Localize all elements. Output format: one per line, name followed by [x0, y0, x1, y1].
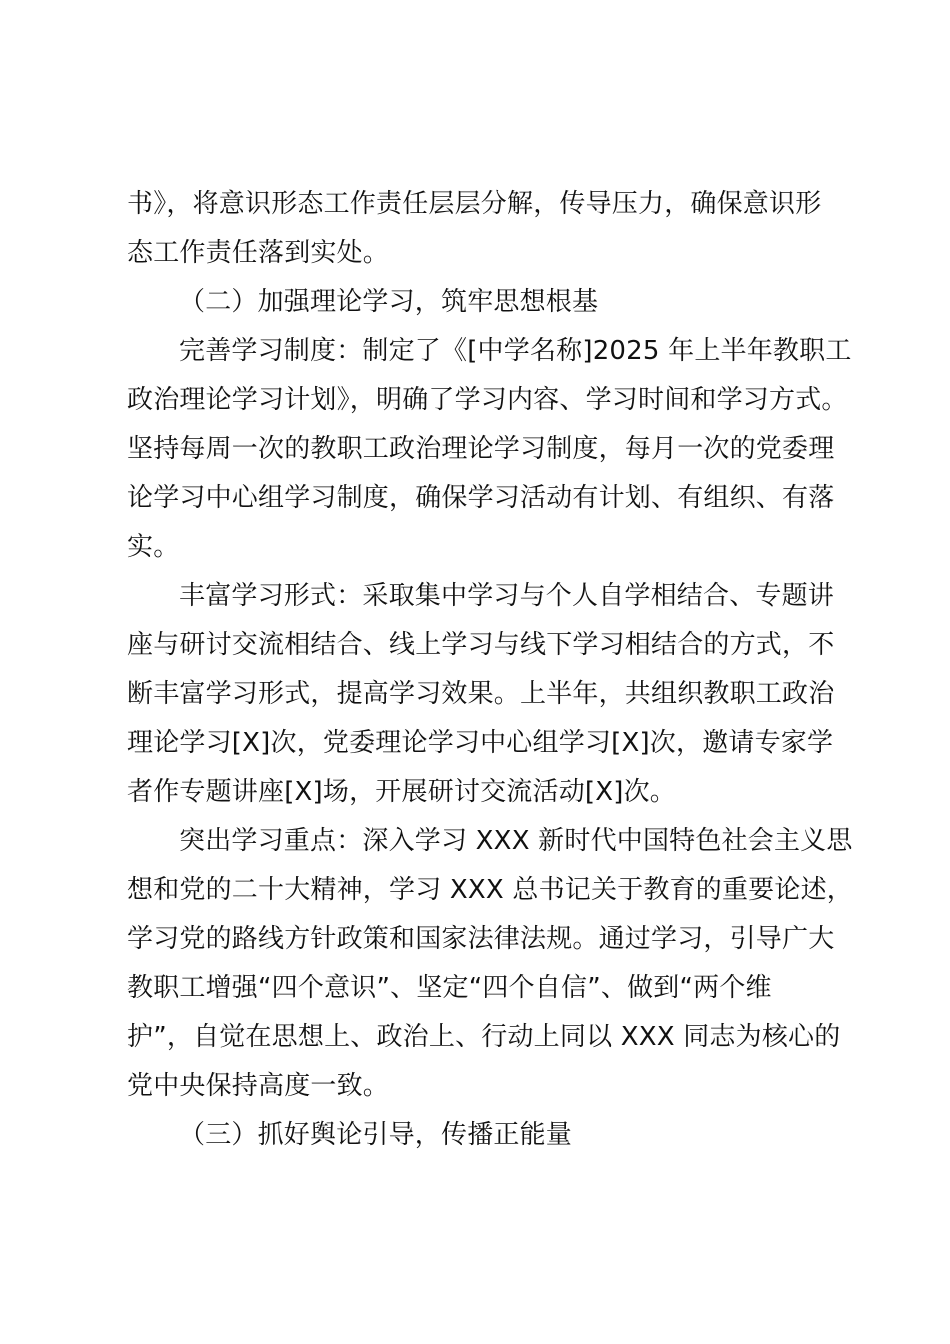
- text-line: 突出学习重点：深入学习 XXX 新时代中国特色社会主义思: [179, 826, 853, 856]
- text-line: 论学习中心组学习制度，确保学习活动有计划、有组织、有落: [127, 483, 835, 513]
- text-line: 教职工增强“四个意识”、坚定“四个自信”、做到“两个维: [127, 973, 772, 1003]
- text-line: 学习党的路线方针政策和国家法律法规。通过学习，引导广大: [127, 924, 835, 954]
- continuation-paragraph: [127, 180, 842, 278]
- text-line: 政治理论学习计划》，明确了学习内容、学习时间和学习方式。: [127, 385, 848, 415]
- text-line: 书》，将意识形态工作责任层层分解，传导压力，确保意识形: [127, 189, 822, 219]
- text-line: 完善学习制度：制定了《[中学名称]2025 年上半年教职工: [179, 336, 852, 366]
- paragraph-study-system: [127, 327, 852, 572]
- text-line: 座与研讨交流相结合、线上学习与线下学习相结合的方式，不: [127, 630, 835, 660]
- text-line: 护”，自觉在思想上、政治上、行动上同以 XXX 同志为核心的: [127, 1022, 841, 1052]
- section-heading-3: （三）抓好舆论引导，传播正能量: [179, 1120, 573, 1150]
- section-heading-2: （二）加强理论学习，筑牢思想根基: [179, 287, 599, 317]
- text-line: 实。: [127, 532, 180, 562]
- paragraph-study-focus: [127, 817, 853, 1111]
- text-line: 断丰富学习形式，提高学习效果。上半年，共组织教职工政治: [127, 679, 835, 709]
- text-line: 坚持每周一次的教职工政治理论学习制度，每月一次的党委理: [127, 434, 835, 464]
- text-line: 想和党的二十大精神，学习 XXX 总书记关于教育的重要论述，: [127, 875, 853, 905]
- text-line: 者作专题讲座[X]场，开展研讨交流活动[X]次。: [127, 777, 676, 807]
- text-line: 态工作责任落到实处。: [127, 238, 390, 268]
- text-line: 丰富学习形式：采取集中学习与个人自学相结合、专题讲: [179, 581, 835, 611]
- document-page: [127, 180, 853, 1160]
- text-line: 党中央保持高度一致。: [127, 1071, 390, 1101]
- text-line: 理论学习[X]次，党委理论学习中心组学习[X]次，邀请专家学: [127, 728, 834, 758]
- paragraph-study-forms: [127, 572, 842, 817]
